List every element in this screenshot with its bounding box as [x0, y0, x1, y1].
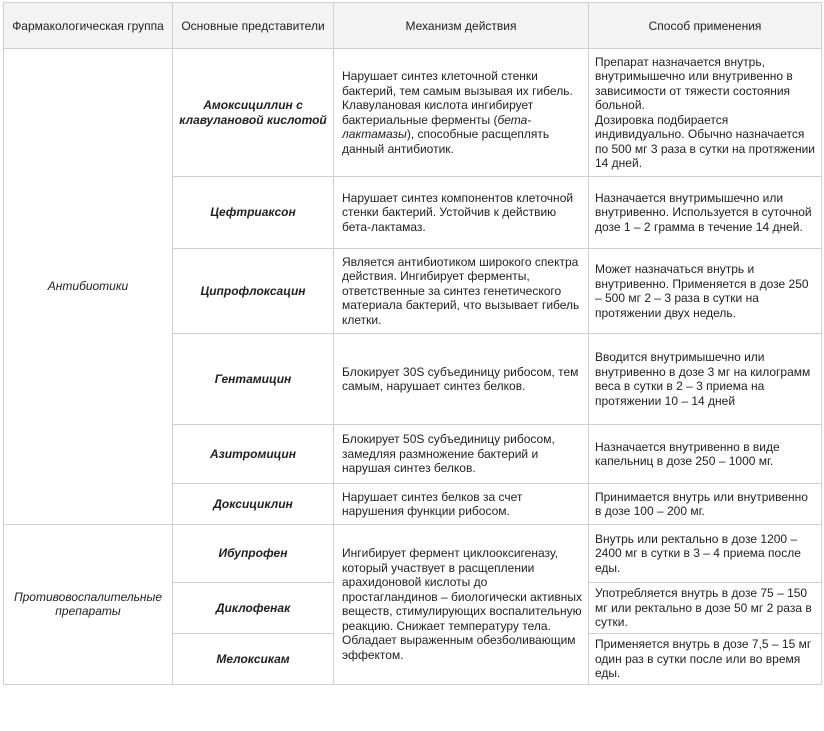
drug-name: Цефтриаксон [173, 177, 334, 249]
drug-name: Ципрофлоксацин [173, 249, 334, 334]
usage-cell: Назначается внутримышечно или внутривенно. Используется в суточной дозе 1 – 2 грамма в течение 14 дней. [589, 177, 822, 249]
mechanism-cell: Блокирует 30S субъединицу рибосом, тем самым, нарушает синтез белков. [334, 334, 589, 425]
usage-cell: Применяется внутрь в дозе 7,5 – 15 мг один раз в сутки после или во время еды. [589, 634, 822, 685]
group-antibiotics: Антибиотики [4, 49, 173, 525]
mechanism-term: бета-лактамазы [342, 112, 532, 141]
drug-name: Гентамицин [173, 334, 334, 425]
drug-name: Ибупрофен [173, 525, 334, 583]
mechanism-cell: Нарушает синтез белков за счет нарушения функции рибосом. [334, 484, 589, 525]
table-row [4, 525, 822, 583]
usage-cell: Употребляется внутрь в дозе 75 – 150 мг или ректально в дозе 50 мг 2 раза в сутки. [589, 583, 822, 634]
mechanism-text: ), способные расщеплять данный антибиотик. [342, 127, 550, 156]
mechanism-cell: Является антибиотиком широкого спектра действия. Ингибирует ферменты, ответственные за синтез генетического материала бактерий, что вызывает гибель клетки. [334, 249, 589, 334]
mechanism-cell: Блокирует 50S субъединицу рибосом, замедляя размножение бактерий и нарушая синтез белков. [334, 425, 589, 484]
group-antiinflammatory: Противовоспалительные препараты [4, 525, 173, 685]
mechanism-cell: Нарушает синтез компонентов клеточной стенки бактерий. Устойчив к действию бета-лактамаз. [334, 177, 589, 249]
drug-name: Амоксициллин с клавулановой кислотой [173, 49, 334, 177]
drug-name: Диклофенак [173, 583, 334, 634]
mechanism-text: Нарушает синтез клеточной стенки бактерий, тем самым вызывая их гибель. Клавулановая кислота ингибирует бактериальные ферменты ( [342, 69, 573, 127]
mechanism-cell-nsaid: Ингибирует фермент циклооксигеназу, который участвует в расщеплении арахидоновой кислоты до простагландинов – биологически активных веществ, стимулирующих воспалительную реакцию. Снижает температуру тела. Обладает выраженным обезболивающим эффектом. [334, 525, 589, 685]
usage-text-extra: Дозировка подбирается индивидуально. Обычно назначается по 500 мг 3 раза в сутки на протяжении 14 дней. [595, 112, 815, 170]
usage-cell [589, 49, 822, 177]
drug-name: Азитромицин [173, 425, 334, 484]
usage-cell: Принимается внутрь или внутривенно в дозе 100 – 200 мг. [589, 484, 822, 525]
usage-text: Препарат назначается внутрь, внутримышечно или внутривенно в зависимости от тяжести состояния больной. [595, 54, 793, 112]
usage-cell: Вводится внутримышечно или внутривенно в дозе 3 мг на килограмм веса в сутки в 2 – 3 приема на протяжении 10 – 14 дней [589, 334, 822, 425]
header-row [4, 3, 822, 49]
usage-cell: Назначается внутривенно в виде капельниц в дозе 250 – 1000 мг. [589, 425, 822, 484]
header-group: Фармакологическая группа [4, 3, 173, 49]
header-usage: Способ применения [589, 3, 822, 49]
pharmacology-table [3, 2, 822, 685]
header-representatives: Основные представители [173, 3, 334, 49]
header-mechanism: Механизм действия [334, 3, 589, 49]
drug-name: Мелоксикам [173, 634, 334, 685]
usage-cell: Внутрь или ректально в дозе 1200 – 2400 мг в сутки в 3 – 4 приема после еды. [589, 525, 822, 583]
usage-cell: Может назначаться внутрь и внутривенно. Применяется в дозе 250 – 500 мг 2 – 3 раза в сутки на протяжении двух недель. [589, 249, 822, 334]
drug-name: Доксициклин [173, 484, 334, 525]
table-row [4, 49, 822, 177]
mechanism-cell [334, 49, 589, 177]
